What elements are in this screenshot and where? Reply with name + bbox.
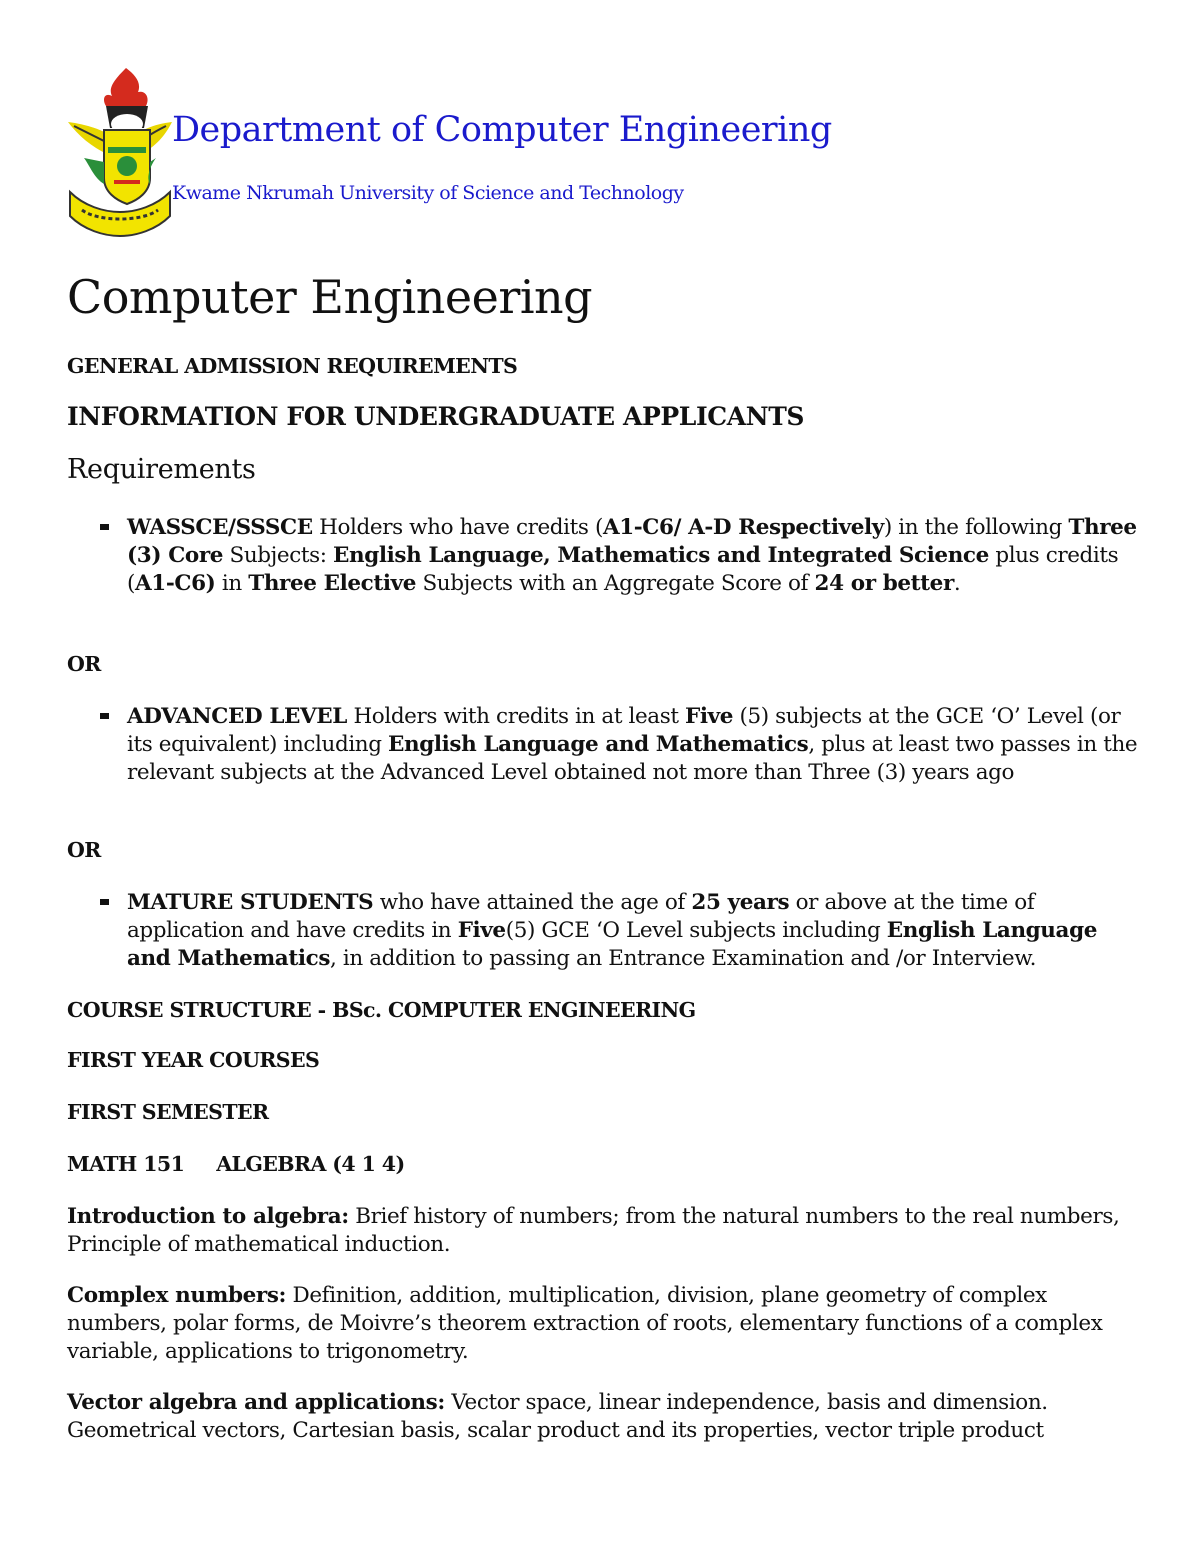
requirement-advanced-level: ADVANCED LEVEL Holders with credits in at least Five (5) subjects at the GCE ‘O’ Level (or its equivalent) including English Language and Mathematics, plus at least two passes in the relevant subjects at the Advanced Level obtained not more than Three (3) years ago (127, 704, 1138, 785)
or-separator: OR (67, 652, 101, 676)
course-heading (67, 1152, 405, 1176)
requirement-mature-students: MATURE STUDENTS who have attained the age of 25 years or above at the time of application and have credits in Five(5) GCE ‘O Level subjects including English Language and Mathematics, in addition to passing an Entrance Examination and /or Interview. (127, 890, 1097, 971)
first-semester-heading: FIRST SEMESTER (67, 1100, 269, 1124)
bullet-icon (100, 713, 109, 719)
info-heading: INFORMATION FOR UNDERGRADUATE APPLICANTS (67, 402, 805, 431)
knust-crest-icon (64, 66, 176, 242)
topic-paragraph: Complex numbers: Definition, addition, multiplication, division, plane geometry of complex numbers, polar forms, de Moivre’s theorem extraction of roots, elementary functions of a complex variable, applications to trigonometry. (67, 1283, 1103, 1364)
course-code: MATH 151 (67, 1152, 185, 1176)
topic-paragraph: Introduction to algebra: Brief history of numbers; from the natural numbers to the real numbers, Principle of mathematical induction. (67, 1204, 1120, 1257)
course-structure-heading: COURSE STRUCTURE - BSc. COMPUTER ENGINEERING (67, 998, 696, 1022)
topic-paragraph: Vector algebra and applications: Vector space, linear independence, basis and dimension. Geometrical vectors, Cartesian basis, scalar product and its properties, vector triple product (67, 1390, 1048, 1443)
bullet-icon (100, 899, 109, 905)
general-admission-heading: GENERAL ADMISSION REQUIREMENTS (67, 354, 518, 378)
or-separator: OR (67, 838, 101, 862)
course-name: ALGEBRA (4 1 4) (216, 1152, 405, 1176)
requirements-heading: Requirements (67, 454, 256, 485)
page-title: Computer Engineering (67, 270, 593, 324)
department-heading: Department of Computer Engineering (172, 110, 832, 150)
first-year-heading: FIRST YEAR COURSES (67, 1048, 320, 1072)
bullet-icon (100, 524, 109, 530)
requirement-wassce: WASSCE/SSSCE Holders who have credits (A1-C6/ A-D Respectively) in the following Three (3) Core Subjects: English Language, Mathematics and Integrated Science plus credits (A1-C6) in Three Elective Subjects with an Aggregate Score of 24 or better. (127, 515, 1137, 596)
university-name: Kwame Nkrumah University of Science and Technology (172, 182, 684, 204)
